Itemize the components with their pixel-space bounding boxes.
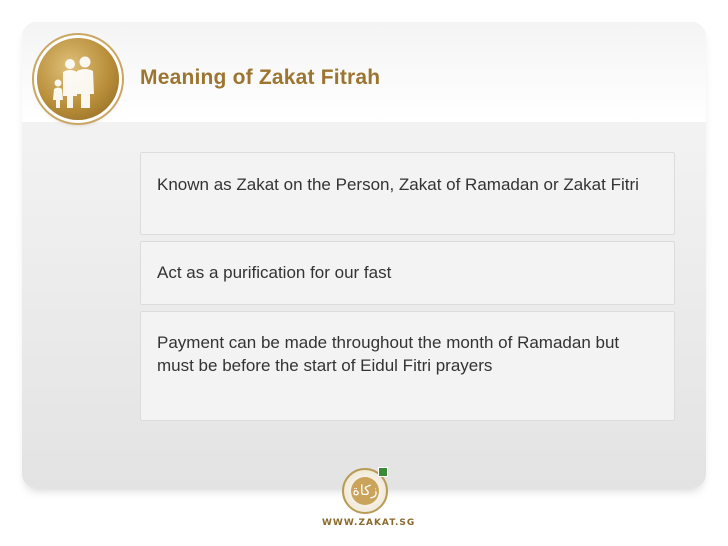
point-text: Act as a purification for our fast xyxy=(157,263,392,282)
point-text: Payment can be made throughout the month of Ramadan but must be before the start of Eidul Fitri prayers xyxy=(157,333,620,375)
slide-title: Meaning of Zakat Fitrah xyxy=(140,66,381,89)
point-card xyxy=(140,152,675,235)
flag-icon xyxy=(378,467,388,477)
seal-glyph: زكاة xyxy=(351,477,379,505)
point-text: Known as Zakat on the Person, Zakat of Ramadan or Zakat Fitri xyxy=(157,175,639,194)
zakat-seal-icon xyxy=(342,468,388,514)
footer-url: WWW.ZAKAT.SG xyxy=(322,518,416,528)
point-card xyxy=(140,311,675,421)
family-logo-icon xyxy=(37,38,119,120)
point-card xyxy=(140,241,675,305)
